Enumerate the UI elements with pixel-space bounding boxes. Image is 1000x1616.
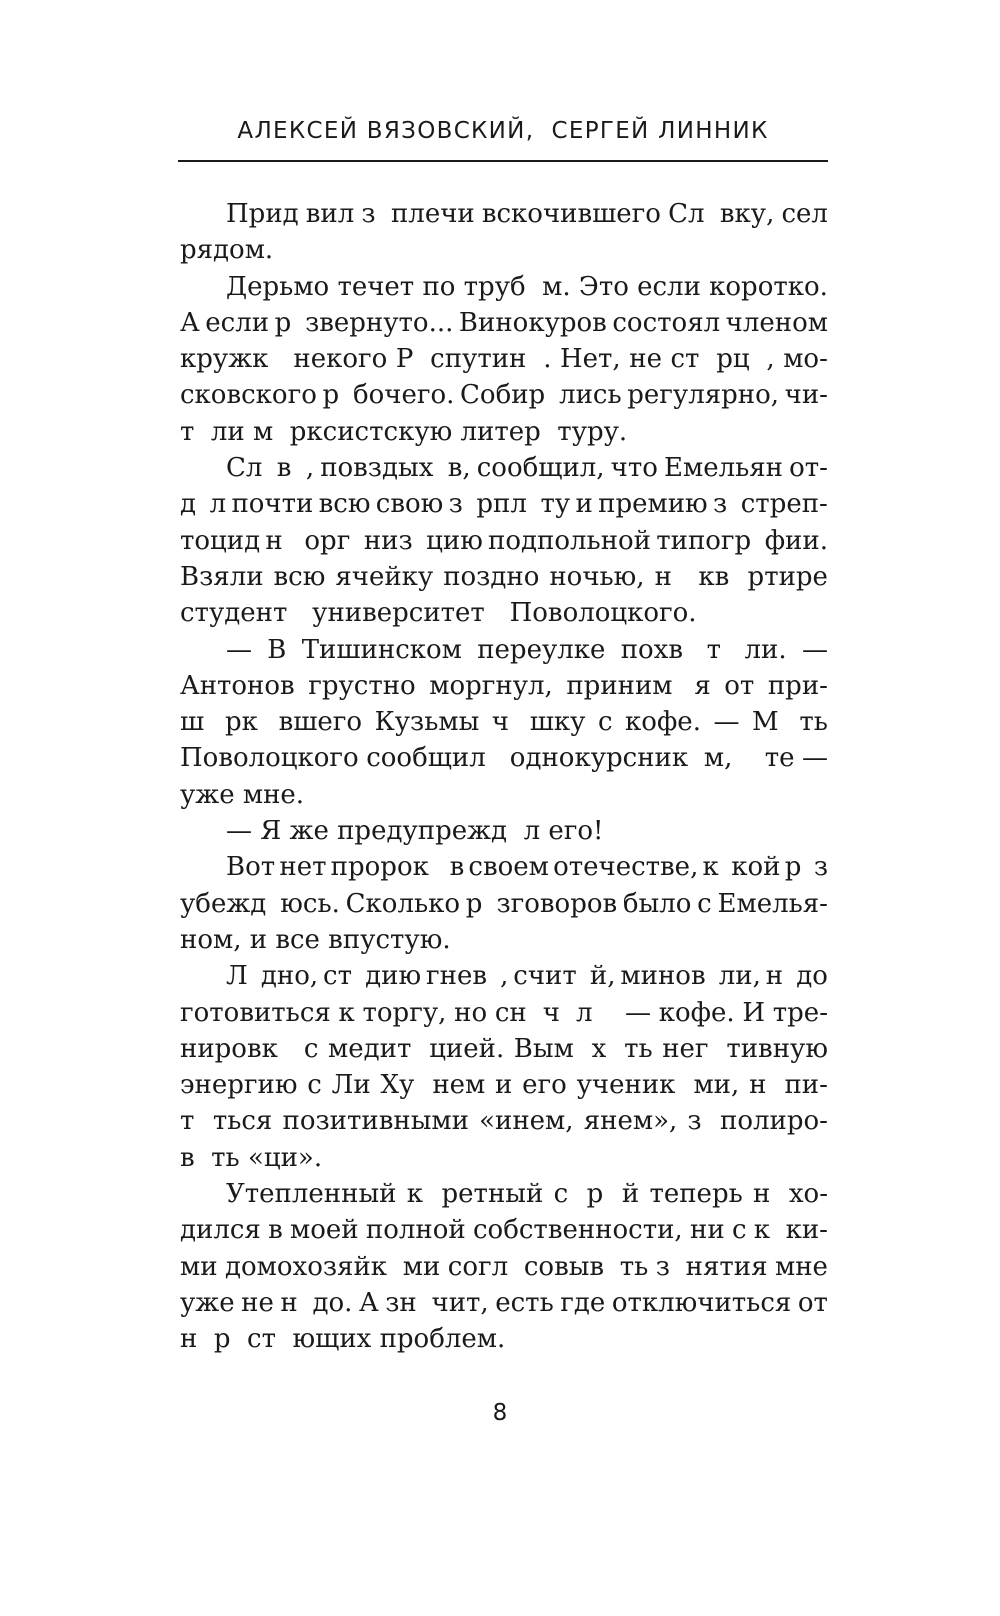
text-line bbox=[180, 1067, 828, 1103]
word: ученик bbox=[576, 1070, 684, 1101]
word: с bbox=[307, 1070, 322, 1101]
text-line bbox=[180, 196, 828, 232]
word: кофе. bbox=[658, 997, 735, 1028]
text-line bbox=[180, 849, 828, 885]
paragraph bbox=[180, 269, 828, 450]
word: премию bbox=[598, 489, 708, 520]
word: до bbox=[796, 961, 828, 992]
word: т bbox=[706, 634, 730, 665]
word: ть bbox=[799, 707, 828, 738]
word: чит, bbox=[431, 1287, 489, 1318]
text-line: т ли м рксистскую литер туру. bbox=[180, 416, 628, 447]
word: сообщил bbox=[366, 743, 503, 774]
word: Р bbox=[395, 344, 422, 375]
text-line bbox=[180, 995, 828, 1031]
word: нятия bbox=[685, 1251, 768, 1282]
word: р bbox=[322, 380, 348, 411]
word: ретный bbox=[441, 1179, 544, 1210]
word: шку bbox=[529, 707, 586, 738]
word: до. bbox=[312, 1287, 353, 1318]
word: по bbox=[422, 271, 456, 302]
word: , bbox=[305, 453, 315, 484]
header-rule bbox=[178, 160, 828, 162]
word: рц bbox=[716, 344, 758, 375]
word: , bbox=[766, 344, 775, 375]
word: Л bbox=[226, 961, 256, 992]
text-line: — Я же предупрежд л его! bbox=[226, 816, 604, 847]
word: цию bbox=[426, 525, 483, 556]
body-text bbox=[180, 196, 828, 1358]
word: подпольной bbox=[488, 525, 652, 556]
word: ш bbox=[180, 707, 213, 738]
word: зн bbox=[385, 1287, 425, 1318]
word: Утепленный bbox=[226, 1179, 397, 1210]
word: в bbox=[276, 453, 300, 484]
word: всю bbox=[318, 489, 371, 520]
word: почти bbox=[231, 489, 314, 520]
word: н bbox=[654, 561, 689, 592]
paragraph bbox=[180, 632, 828, 813]
word: юсь. bbox=[280, 888, 340, 919]
word: к bbox=[406, 1179, 432, 1210]
word: . bbox=[543, 344, 552, 375]
running-head-title: АЛЕКСЕЙ ВЯЗОВСКИЙ, СЕРГЕЙ ЛИННИК bbox=[237, 118, 769, 144]
word: ть bbox=[624, 1033, 653, 1064]
word: н bbox=[765, 961, 792, 992]
word: от bbox=[724, 670, 755, 701]
word: пророк bbox=[330, 852, 446, 883]
word: в, bbox=[447, 453, 471, 484]
text-line bbox=[180, 341, 828, 377]
word: Емелья- bbox=[717, 888, 828, 919]
word: звернуто... bbox=[305, 307, 454, 338]
word: к bbox=[702, 852, 728, 883]
word: от- bbox=[789, 453, 828, 484]
text-line: ном, и все впустую. bbox=[180, 924, 451, 955]
text-line bbox=[180, 523, 828, 559]
word: ртире bbox=[747, 561, 828, 592]
word: Поволоцкого bbox=[180, 743, 359, 774]
word: нировк bbox=[180, 1033, 295, 1064]
word: позитивными bbox=[282, 1106, 469, 1137]
word: ст bbox=[670, 344, 708, 375]
word: ться bbox=[212, 1106, 273, 1137]
word: коротко. bbox=[709, 271, 828, 302]
word: з bbox=[712, 489, 736, 520]
word: мне bbox=[774, 1251, 828, 1282]
word: хо- bbox=[788, 1179, 828, 1210]
word: Антонов bbox=[180, 670, 295, 701]
text-line bbox=[180, 559, 828, 595]
word: ст bbox=[323, 961, 361, 992]
word: вскочившего bbox=[481, 199, 661, 229]
word: р bbox=[465, 888, 491, 919]
text-line: в ть «ци». bbox=[180, 1142, 323, 1173]
word: с bbox=[597, 707, 613, 738]
word: р bbox=[586, 1179, 612, 1210]
word: ли. bbox=[744, 634, 787, 665]
word: похв bbox=[620, 634, 692, 665]
word: домохозяйк bbox=[225, 1251, 396, 1282]
word: от bbox=[797, 1287, 828, 1318]
word: дился bbox=[180, 1215, 261, 1246]
word: кой bbox=[731, 852, 781, 883]
word: нет bbox=[279, 852, 327, 883]
word: ячейку bbox=[335, 561, 434, 592]
word: Нет, bbox=[559, 344, 621, 375]
word: Сл bbox=[226, 453, 271, 484]
word: н bbox=[753, 1179, 779, 1210]
word: чи- bbox=[784, 380, 828, 411]
text-line bbox=[180, 740, 828, 776]
word: м, bbox=[703, 743, 758, 774]
word: поздно bbox=[443, 561, 540, 592]
word: ть bbox=[619, 1251, 649, 1282]
word: ни bbox=[689, 1215, 725, 1246]
word: орг bbox=[304, 525, 359, 556]
word: й, bbox=[589, 961, 616, 992]
word: спутин bbox=[430, 344, 535, 375]
word: гнев bbox=[426, 961, 496, 992]
word: , bbox=[500, 961, 509, 992]
word: счит bbox=[513, 961, 586, 992]
word: цией. bbox=[429, 1033, 505, 1064]
word: вил bbox=[305, 199, 355, 229]
word: типогр bbox=[656, 525, 760, 556]
word: р bbox=[274, 307, 300, 338]
word: ми, bbox=[693, 1070, 740, 1101]
word: з bbox=[813, 852, 828, 883]
text-line bbox=[180, 269, 828, 305]
text-line: н р ст ющих проблем. bbox=[180, 1324, 506, 1355]
paragraph bbox=[180, 450, 828, 631]
word: кв bbox=[698, 561, 738, 592]
word: нег bbox=[662, 1033, 717, 1064]
word: зговоров bbox=[496, 888, 618, 919]
word: рк bbox=[224, 707, 267, 738]
word: А bbox=[180, 307, 200, 338]
word: отключиться bbox=[611, 1287, 792, 1318]
word: ч bbox=[542, 997, 569, 1028]
word: повздых bbox=[320, 453, 442, 484]
word: ми bbox=[402, 1251, 441, 1282]
word: с bbox=[731, 1215, 747, 1246]
text-line bbox=[180, 1103, 828, 1139]
word: где bbox=[560, 1287, 606, 1318]
word: Прид bbox=[226, 199, 299, 229]
text-line: уже мне. bbox=[180, 779, 305, 810]
text-line bbox=[180, 450, 828, 486]
word: труб bbox=[463, 271, 534, 302]
word: рпл bbox=[476, 489, 536, 520]
text-line bbox=[180, 305, 828, 341]
word: ли, bbox=[718, 961, 761, 992]
word: ки- bbox=[785, 1215, 828, 1246]
word: Винокуров bbox=[458, 307, 607, 338]
word: стреп- bbox=[740, 489, 828, 520]
word: не bbox=[241, 1287, 274, 1318]
word: М bbox=[751, 707, 787, 738]
word: тре- bbox=[772, 997, 828, 1028]
text-line: рядом. bbox=[180, 235, 274, 266]
word: — bbox=[713, 707, 740, 738]
word: и bbox=[495, 1070, 513, 1101]
word: з bbox=[655, 1251, 679, 1282]
word: фии. bbox=[764, 525, 828, 556]
word: янем», bbox=[583, 1106, 678, 1137]
word: не bbox=[629, 344, 662, 375]
word: Дерьмо bbox=[226, 271, 330, 302]
word: з bbox=[448, 489, 472, 520]
word: — bbox=[624, 997, 651, 1028]
word: регулярно, bbox=[627, 380, 780, 411]
word: согл bbox=[447, 1251, 517, 1282]
word: в bbox=[268, 1215, 283, 1246]
word: Вот bbox=[226, 852, 276, 883]
word: л bbox=[209, 489, 227, 520]
word: готовиться bbox=[180, 997, 331, 1028]
text-line bbox=[180, 1212, 828, 1248]
word: ночью, bbox=[549, 561, 645, 592]
word: полиро- bbox=[720, 1106, 828, 1137]
text-line bbox=[180, 886, 828, 922]
word: если bbox=[637, 271, 701, 302]
word: моргнул, bbox=[429, 670, 553, 701]
word: однокурсник bbox=[509, 743, 697, 774]
word: р bbox=[784, 852, 810, 883]
word: сковского bbox=[180, 380, 317, 411]
word: А bbox=[358, 1287, 379, 1318]
paragraph bbox=[180, 849, 828, 958]
word: н bbox=[280, 1287, 306, 1318]
word: Сл bbox=[668, 199, 713, 229]
word: сообщил, bbox=[476, 453, 605, 484]
word: — bbox=[802, 743, 828, 774]
word: членом bbox=[725, 307, 828, 338]
word: собственности, bbox=[473, 1215, 683, 1246]
text-line bbox=[180, 704, 828, 740]
word: кофе. bbox=[625, 707, 701, 738]
word: торгу, bbox=[362, 997, 447, 1028]
word: что bbox=[610, 453, 658, 484]
text-line bbox=[180, 632, 828, 668]
word: ч bbox=[491, 707, 518, 738]
word: нем bbox=[432, 1070, 486, 1101]
word: Емельян bbox=[664, 453, 784, 484]
word: з bbox=[361, 199, 384, 229]
text-line bbox=[180, 958, 828, 994]
word: Взяли bbox=[180, 561, 264, 592]
word: с bbox=[697, 888, 712, 919]
word: «инем, bbox=[479, 1106, 574, 1137]
word: ми bbox=[180, 1251, 218, 1282]
word: плечи bbox=[390, 199, 475, 229]
word: д bbox=[180, 489, 205, 520]
text-line bbox=[180, 1285, 828, 1321]
word: Собир bbox=[460, 380, 554, 411]
paragraph bbox=[180, 1176, 828, 1357]
word: Сколько bbox=[345, 888, 461, 919]
paragraph bbox=[180, 196, 828, 269]
word: н bbox=[265, 525, 300, 556]
word: сел bbox=[781, 199, 828, 229]
word: течет bbox=[337, 271, 415, 302]
word: мо- bbox=[783, 344, 828, 375]
paragraph bbox=[180, 958, 828, 1176]
word: отечестве, bbox=[553, 852, 699, 883]
word: тивную bbox=[726, 1033, 828, 1064]
word: вку, bbox=[719, 199, 775, 229]
word: Тишинском bbox=[301, 634, 462, 665]
word: бочего. bbox=[352, 380, 455, 411]
text-line bbox=[180, 486, 828, 522]
word: было bbox=[622, 888, 692, 919]
word: переулке bbox=[477, 634, 606, 665]
word: своем bbox=[468, 852, 549, 883]
word: приним bbox=[566, 670, 681, 701]
word: кружк bbox=[180, 344, 285, 375]
word: Кузьмы bbox=[374, 707, 480, 738]
word: с bbox=[553, 1179, 577, 1210]
word: й bbox=[621, 1179, 640, 1210]
word: лись bbox=[559, 380, 622, 411]
word: его bbox=[522, 1070, 567, 1101]
word: при- bbox=[767, 670, 828, 701]
word: х bbox=[591, 1033, 615, 1064]
word: ту bbox=[540, 489, 571, 520]
word: В bbox=[267, 634, 287, 665]
text-line: студент университет Поволоцкого. bbox=[180, 598, 697, 629]
text-line bbox=[180, 668, 828, 704]
word: всю bbox=[273, 561, 326, 592]
word: если bbox=[205, 307, 270, 338]
word: и bbox=[575, 489, 593, 520]
word: н bbox=[749, 1070, 775, 1101]
word: т bbox=[180, 1106, 203, 1137]
word: И bbox=[742, 997, 766, 1028]
word: Это bbox=[578, 271, 629, 302]
word: пи- bbox=[784, 1070, 828, 1101]
word: совыв bbox=[523, 1251, 613, 1282]
word: медит bbox=[328, 1033, 420, 1064]
word: состоял bbox=[612, 307, 721, 338]
word: уже bbox=[180, 1287, 235, 1318]
word: теперь bbox=[649, 1179, 743, 1210]
paragraph bbox=[180, 813, 828, 849]
word: убежд bbox=[180, 888, 275, 919]
word: грустно bbox=[308, 670, 416, 701]
word: Вым bbox=[513, 1033, 583, 1064]
word: к bbox=[338, 997, 355, 1028]
word: л bbox=[575, 997, 618, 1028]
word: те bbox=[764, 743, 795, 774]
word: энергию bbox=[180, 1070, 298, 1101]
word: полной bbox=[365, 1215, 466, 1246]
word: минов bbox=[620, 961, 714, 992]
word: но bbox=[454, 997, 488, 1028]
text-line bbox=[180, 377, 828, 413]
word: Ли bbox=[331, 1070, 371, 1101]
word: м. bbox=[542, 271, 571, 302]
word: низ bbox=[363, 525, 421, 556]
word: тоцид bbox=[180, 525, 261, 556]
word: дию bbox=[365, 961, 422, 992]
text-line bbox=[180, 1249, 828, 1285]
word: сн bbox=[494, 997, 535, 1028]
word: я bbox=[694, 670, 711, 701]
word: моей bbox=[290, 1215, 359, 1246]
word: с bbox=[303, 1033, 319, 1064]
word: свою bbox=[375, 489, 444, 520]
word: — bbox=[801, 634, 828, 665]
word: вшего bbox=[278, 707, 363, 738]
word: дно, bbox=[260, 961, 319, 992]
page-number: 8 bbox=[492, 1400, 508, 1426]
word: Ху bbox=[380, 1070, 423, 1101]
word: в bbox=[449, 852, 465, 883]
word: з bbox=[687, 1106, 710, 1137]
text-line bbox=[180, 1176, 828, 1212]
word: есть bbox=[495, 1287, 554, 1318]
word: некого bbox=[293, 344, 388, 375]
text-line bbox=[180, 1031, 828, 1067]
word: к bbox=[753, 1215, 779, 1246]
word: — bbox=[226, 634, 252, 665]
